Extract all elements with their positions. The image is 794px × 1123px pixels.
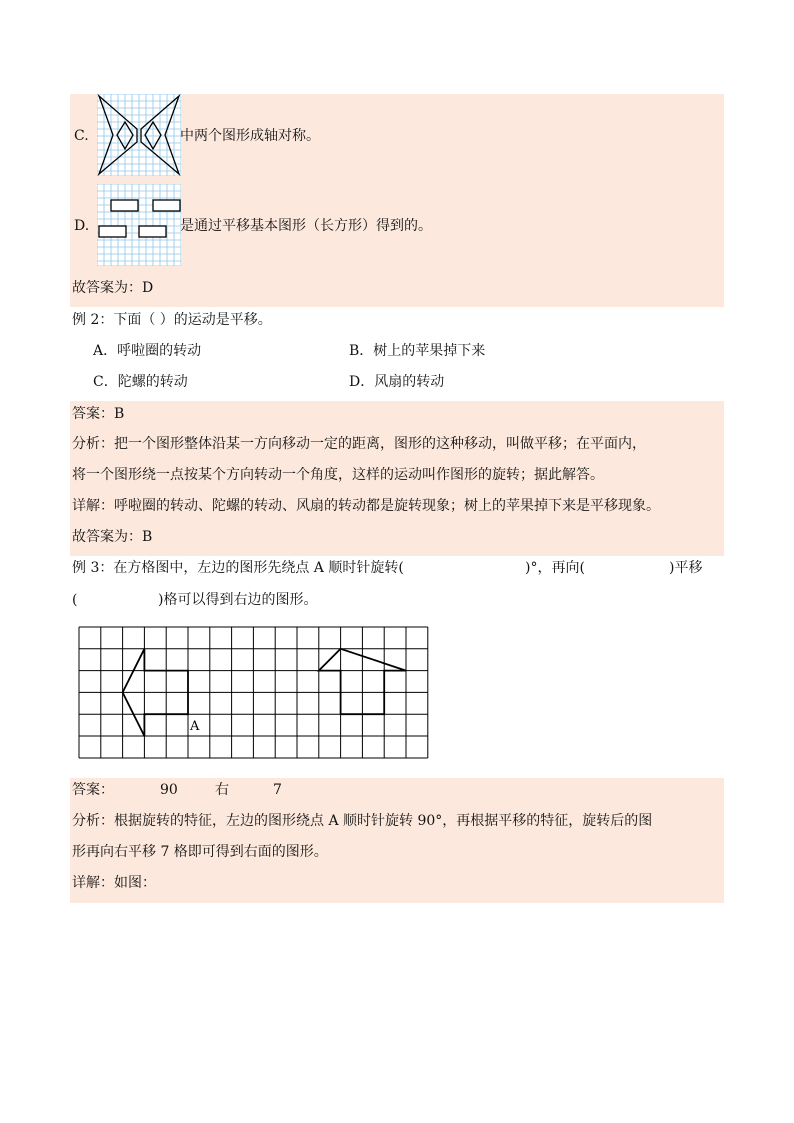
ex3-question-line2-rest: )格可以得到右边的图形。 [158, 592, 318, 608]
ex3-answer-label: 答案： [72, 782, 114, 798]
ex3-analysis-line2: 形再向右平移 7 格即可得到右面的图形。 [72, 844, 328, 860]
grid-figure [78, 626, 429, 760]
point-a-label: A [190, 719, 200, 734]
option-c-text: 中两个图形成轴对称。 [180, 128, 320, 144]
ex3-detail: 详解：如图： [72, 875, 156, 891]
ex3-answer-value-2: 右 [215, 782, 229, 798]
ex3-question-part2: )°，再向( [525, 560, 585, 576]
option-d-letter: D. [74, 218, 90, 234]
grid-figure-lines [79, 627, 428, 758]
option-c-letter: C. [74, 128, 89, 144]
symmetry-figure [97, 94, 181, 176]
ex2-analysis-line2: 将一个图形绕一点按某个方向转动一个角度，这样的运动叫作图形的旋转；据此解答。 [72, 467, 604, 483]
ex1-answer-line: 故答案为：D [72, 280, 154, 296]
ex2-question: 例 2：下面（ ）的运动是平移。 [72, 312, 272, 328]
ex3-question-line2-open: ( [72, 592, 78, 608]
ex3-question-part1: 例 3：在方格图中，左边的图形先绕点 A 顺时针旋转( [72, 560, 404, 576]
ex3-answer-value-3: 7 [273, 782, 282, 798]
ex2-detail: 详解：呼啦圈的转动、陀螺的转动、风扇的转动都是旋转现象；树上的苹果掉下来是平移现象。 [72, 498, 660, 514]
ex3-analysis-line1: 分析：根据旋转的特征，左边的图形绕点 A 顺时针旋转 90°，再根据平移的特征，旋转后的图 [72, 813, 653, 829]
ex2-analysis-line1: 分析：把一个图形整体沿某一方向移动一定的距离，图形的这种移动，叫做平移；在平面内， [72, 436, 646, 452]
ex2-option-b: B．树上的苹果掉下来 [349, 343, 486, 359]
translation-figure [97, 184, 181, 266]
ex2-option-c: C．陀螺的转动 [93, 374, 188, 390]
option-d-text: 是通过平移基本图形（长方形）得到的。 [180, 218, 432, 234]
ex2-option-d: D．风扇的转动 [349, 374, 445, 390]
ex2-final-answer: 故答案为：B [72, 529, 153, 545]
ex2-option-a: A．呼啦圈的转动 [93, 343, 202, 359]
ex3-question-part3: )平移 [669, 560, 703, 576]
ex3-answer-value-1: 90 [160, 782, 178, 798]
ex2-answer: 答案：B [72, 406, 125, 422]
